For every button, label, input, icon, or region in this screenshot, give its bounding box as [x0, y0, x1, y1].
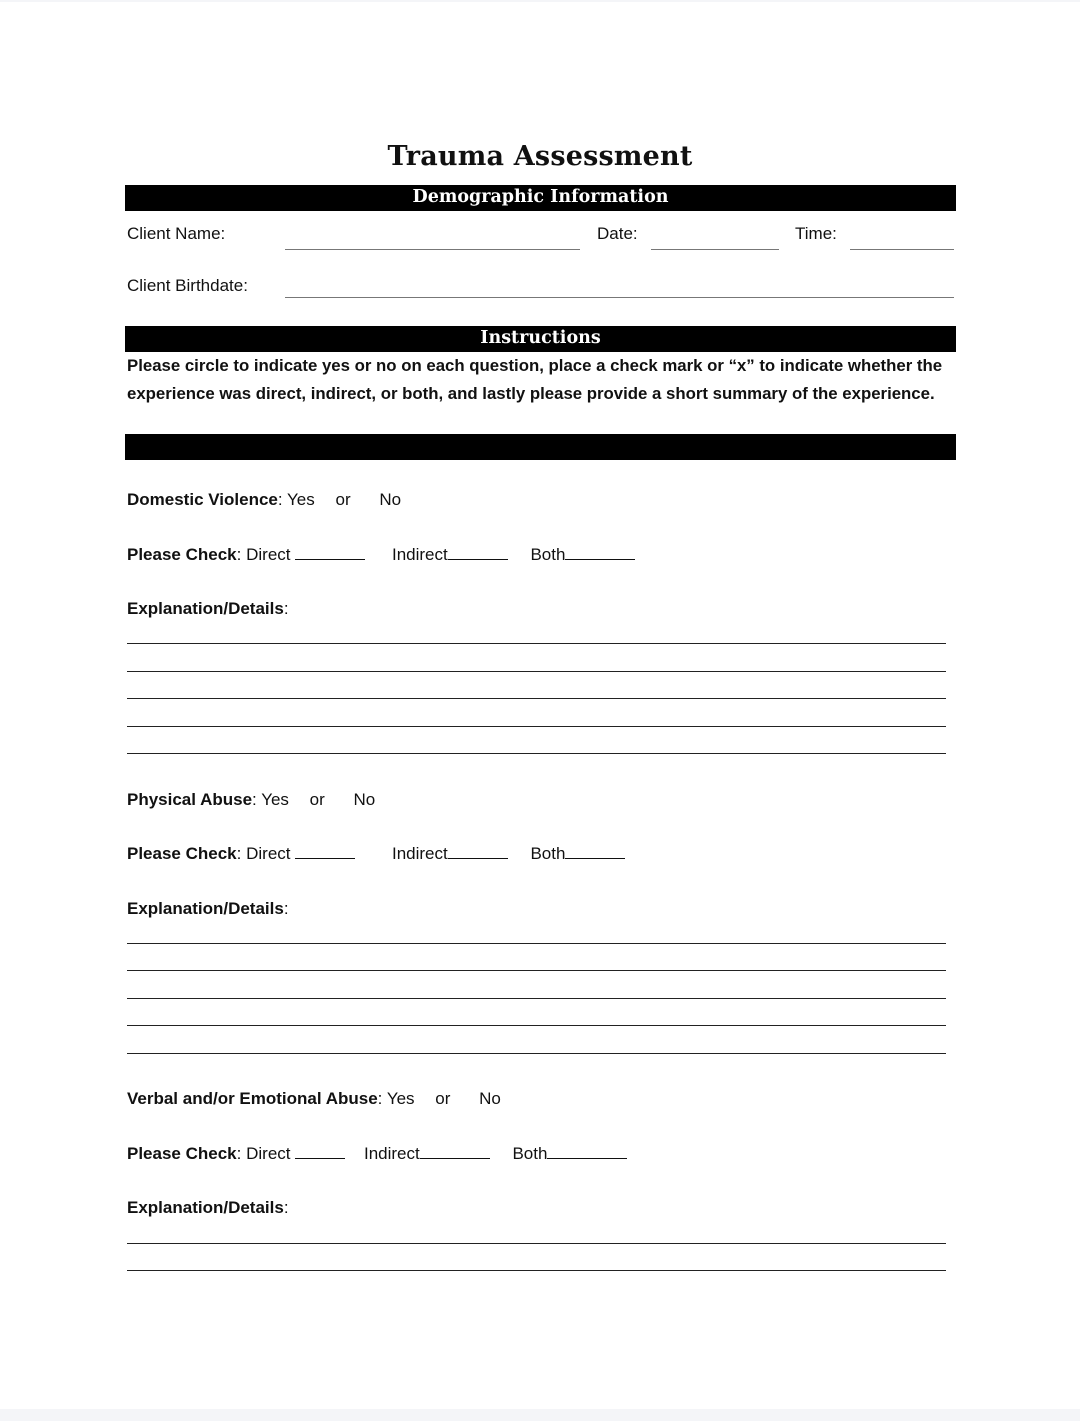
client-name-label: Client Name:	[127, 224, 226, 243]
question-title: Domestic Violence	[127, 490, 278, 509]
direct-check-blank[interactable]	[295, 545, 365, 560]
question-physical-abuse: Physical Abuse: Yes or No	[127, 790, 376, 809]
no-option[interactable]: No	[353, 790, 376, 809]
direct-label: Direct	[246, 844, 291, 863]
explanation-row: Explanation/Details:	[127, 599, 289, 618]
explanation-line[interactable]	[127, 1053, 946, 1054]
please-check-label: Please Check	[127, 1144, 237, 1163]
or-text: or	[309, 790, 325, 809]
explanation-label: Explanation/Details	[127, 599, 284, 618]
both-check-blank[interactable]	[547, 1144, 627, 1159]
direct-check-blank[interactable]	[295, 844, 355, 859]
indirect-check-blank[interactable]	[448, 844, 508, 859]
both-label: Both	[530, 844, 566, 863]
yes-option[interactable]: Yes	[287, 490, 315, 509]
explanation-line[interactable]	[127, 698, 946, 699]
explanation-line[interactable]	[127, 1243, 946, 1244]
explanation-line[interactable]	[127, 1025, 946, 1026]
question-title: Physical Abuse	[127, 790, 253, 809]
demographic-section-header: Demographic Information	[125, 185, 956, 211]
explanation-label: Explanation/Details	[127, 899, 284, 918]
client-name-field[interactable]	[285, 249, 580, 250]
explanation-line[interactable]	[127, 943, 946, 944]
yes-option[interactable]: Yes	[261, 790, 289, 809]
both-check-blank[interactable]	[565, 545, 635, 560]
explanation-row: Explanation/Details:	[127, 899, 289, 918]
instructions-section-header: Instructions	[125, 326, 956, 352]
explanation-row: Explanation/Details:	[127, 1198, 289, 1217]
section-divider-bar	[125, 434, 956, 460]
both-check-blank[interactable]	[565, 844, 625, 859]
please-check-row: Please Check: Direct Indirect Both	[127, 1144, 627, 1164]
or-text: or	[335, 490, 351, 509]
no-option[interactable]: No	[379, 490, 402, 509]
both-label: Both	[512, 1144, 548, 1163]
date-field[interactable]	[651, 249, 779, 250]
please-check-row: Please Check: Direct Indirect Both	[127, 844, 625, 864]
document-page	[0, 2, 1080, 1409]
both-label: Both	[530, 545, 566, 564]
direct-label: Direct	[246, 545, 291, 564]
explanation-line[interactable]	[127, 671, 946, 672]
question-domestic-violence: Domestic Violence: Yes or No	[127, 490, 402, 509]
indirect-label: Indirect	[363, 1144, 420, 1163]
explanation-line[interactable]	[127, 753, 946, 754]
client-birthdate-label: Client Birthdate:	[127, 276, 248, 295]
time-label: Time:	[795, 224, 837, 243]
direct-check-blank[interactable]	[295, 1144, 345, 1159]
explanation-line[interactable]	[127, 1270, 946, 1271]
time-field[interactable]	[850, 249, 954, 250]
page-title: Trauma Assessment	[387, 141, 693, 172]
please-check-label: Please Check	[127, 844, 237, 863]
indirect-label: Indirect	[391, 844, 448, 863]
indirect-check-blank[interactable]	[420, 1144, 490, 1159]
indirect-check-blank[interactable]	[448, 545, 508, 560]
please-check-row: Please Check: Direct Indirect Both	[127, 545, 635, 565]
date-label: Date:	[597, 224, 638, 243]
explanation-line[interactable]	[127, 998, 946, 999]
question-verbal-emotional-abuse: Verbal and/or Emotional Abuse: Yes or No	[127, 1089, 501, 1108]
explanation-line[interactable]	[127, 970, 946, 971]
explanation-label: Explanation/Details	[127, 1198, 284, 1217]
direct-label: Direct	[246, 1144, 291, 1163]
explanation-line[interactable]	[127, 726, 946, 727]
explanation-line[interactable]	[127, 643, 946, 644]
yes-option[interactable]: Yes	[386, 1089, 415, 1108]
instructions-text: Please circle to indicate yes or no on each question, place a check mark or “x” to indicate whether the experience was direct, indirect, or both, and lastly please provide a short summary of the experience.	[127, 356, 943, 403]
no-option[interactable]: No	[479, 1089, 501, 1108]
question-title: Verbal and/or Emotional Abuse	[127, 1089, 378, 1108]
indirect-label: Indirect	[391, 545, 448, 564]
client-birthdate-field[interactable]	[285, 297, 954, 298]
please-check-label: Please Check	[127, 545, 237, 564]
or-text: or	[435, 1089, 451, 1108]
